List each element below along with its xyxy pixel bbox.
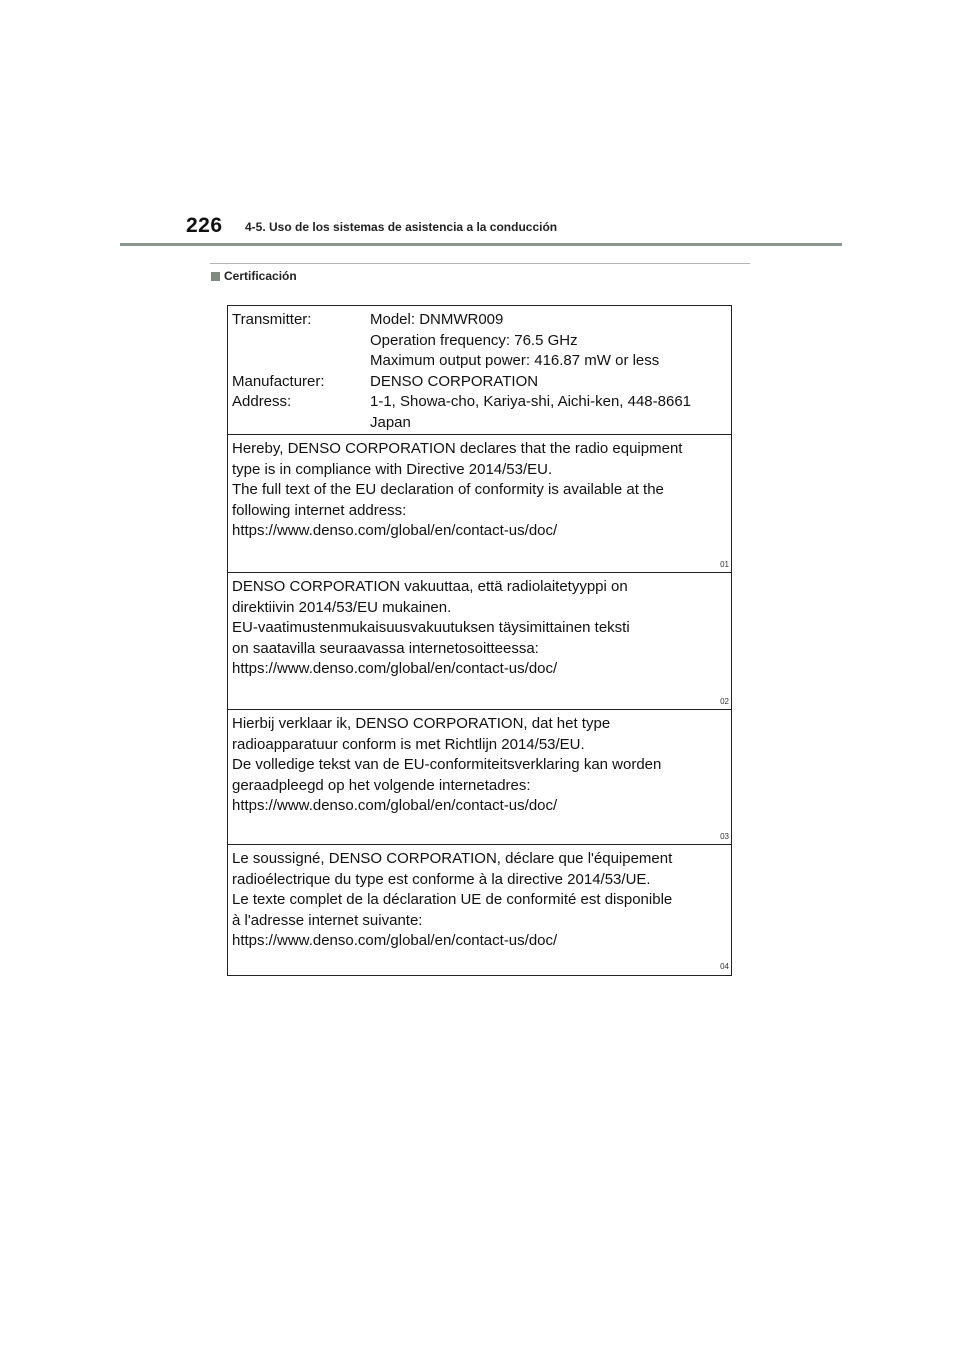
declaration-line: à l'adresse internet suivante: [232, 911, 423, 929]
spec-key [232, 331, 370, 352]
declaration-line: https://www.denso.com/global/en/contact-us/doc/ [232, 797, 558, 815]
declaration-line: Le soussigné, DENSO CORPORATION, déclare que l'équipement [232, 850, 673, 867]
spec-value: DENSO CORPORATION [370, 372, 539, 390]
spec-row [232, 413, 723, 434]
declaration-line: on saatavilla seuraavassa internetosoitteessa: [232, 639, 539, 657]
declaration-line: De volledige tekst van de EU-conformiteitsverklaring kan worden [232, 756, 662, 774]
declaration-line: https://www.denso.com/global/en/contact-us/doc/ [232, 932, 558, 950]
declaration-line: https://www.denso.com/global/en/contact-us/doc/ [232, 522, 558, 540]
declaration-panel-dutch [228, 709, 731, 844]
certification-label [227, 305, 732, 976]
declaration-line: type is in compliance with Directive 2014/53/EU. [232, 460, 553, 478]
page-number: 226 [186, 214, 223, 237]
spec-value: Japan [370, 413, 411, 431]
declaration-line: geraadpleegd op het volgende internetadres: [232, 776, 531, 794]
declaration-line: Le texte complet de la déclaration UE de conformité est disponible [232, 891, 673, 909]
panel-code: 04 [720, 962, 729, 971]
spec-row [232, 310, 723, 331]
spec-key: Manufacturer: [232, 372, 325, 390]
section-heading [211, 269, 297, 283]
spec-row [232, 372, 723, 393]
declaration-line: Hierbij verklaar ik, DENSO CORPORATION, dat het type [232, 715, 611, 732]
declaration-panel-french [228, 844, 731, 974]
spec-key: Address: [232, 393, 292, 411]
specifications-panel [228, 306, 731, 434]
spec-key [232, 413, 370, 434]
chapter-title: 4-5. Uso de los sistemas de asistencia a la conducción [245, 220, 558, 234]
section-rule [210, 263, 750, 264]
declaration-line: radioélectrique du type est conforme à la directive 2014/53/UE. [232, 870, 651, 888]
spec-row [232, 331, 723, 352]
declaration-line: EU-vaatimustenmukaisuusvakuutuksen täysimittainen teksti [232, 619, 630, 637]
panel-code: 01 [720, 560, 729, 569]
spec-row [232, 392, 723, 413]
spec-key: Transmitter: [232, 311, 312, 328]
declaration-line: https://www.denso.com/global/en/contact-us/doc/ [232, 660, 558, 678]
declaration-line: The full text of the EU declaration of conformity is available at the [232, 481, 664, 499]
spec-key [232, 351, 370, 372]
declaration-line: radioapparatuur conform is met Richtlijn 2014/53/EU. [232, 735, 585, 753]
section-heading-text: Certificación [224, 269, 297, 283]
declaration-panel-english [228, 434, 731, 572]
spec-value: Model: DNMWR009 [370, 311, 504, 328]
panel-code: 02 [720, 697, 729, 706]
declaration-line: direktiivin 2014/53/EU mukainen. [232, 598, 452, 616]
spec-value: Maximum output power: 416.87 mW or less [370, 352, 660, 370]
declaration-panel-finnish [228, 572, 731, 709]
declaration-line: Hereby, DENSO CORPORATION declares that the radio equipment [232, 440, 683, 457]
spec-value: 1-1, Showa-cho, Kariya-shi, Aichi-ken, 448-8661 [370, 393, 692, 411]
spec-value: Operation frequency: 76.5 GHz [370, 331, 578, 349]
declaration-line: following internet address: [232, 501, 407, 519]
spec-row [232, 351, 723, 372]
declaration-line: DENSO CORPORATION vakuuttaa, että radiolaitetyyppi on [232, 578, 628, 595]
header-rule [120, 243, 842, 246]
panel-code: 03 [720, 832, 729, 841]
square-bullet-icon [211, 272, 220, 281]
